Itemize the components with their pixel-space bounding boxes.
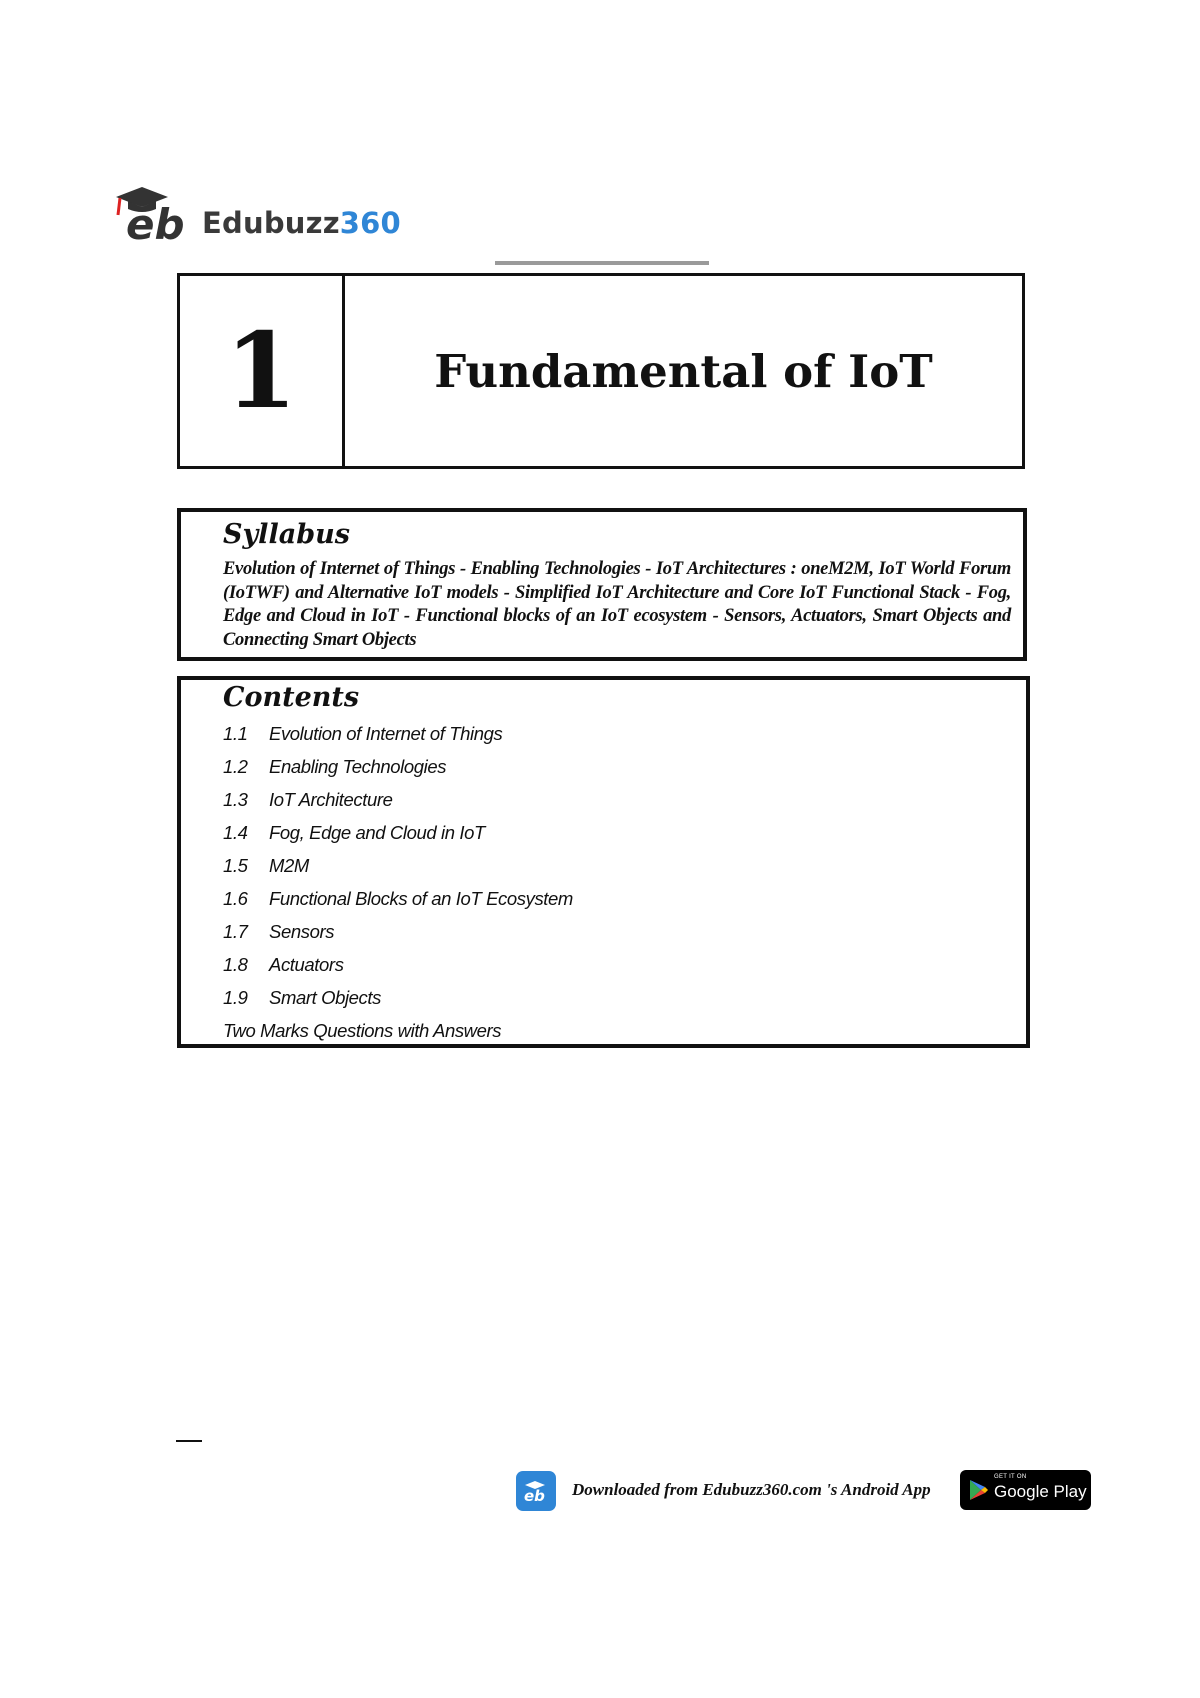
logo-text-blue: 360 — [339, 206, 401, 240]
contents-item[interactable] — [223, 849, 1014, 882]
contents-item-label: Evolution of Internet of Things — [269, 723, 503, 744]
header-rule — [495, 261, 709, 265]
contents-item[interactable] — [223, 948, 1014, 981]
footnote-dash — [176, 1440, 202, 1442]
contents-item[interactable] — [223, 750, 1014, 783]
graduation-cap-icon — [110, 183, 196, 243]
chapter-number: 1 — [180, 276, 345, 466]
contents-item-label: Enabling Technologies — [269, 756, 447, 777]
chapter-title: Fundamental of IoT — [434, 344, 933, 398]
contents-item[interactable] — [223, 981, 1014, 1014]
contents-item-number: 1.7 — [223, 921, 248, 942]
contents-item-number: 1.9 — [223, 987, 248, 1008]
contents-item[interactable] — [223, 816, 1014, 849]
contents-extra-item[interactable]: Two Marks Questions with Answers — [223, 1020, 502, 1041]
contents-item-label: Actuators — [269, 954, 344, 975]
edubuzz-app-icon[interactable] — [516, 1471, 556, 1511]
contents-item-label: Sensors — [269, 921, 335, 942]
contents-item-label: Smart Objects — [269, 987, 381, 1008]
contents-item-number: 1.1 — [223, 723, 248, 744]
contents-item[interactable] — [223, 783, 1014, 816]
chapter-header — [177, 273, 1025, 469]
edubuzz-logo — [110, 183, 410, 253]
svg-text:eb: eb — [524, 1487, 545, 1503]
google-play-badge[interactable] — [960, 1470, 1091, 1510]
syllabus-text: Evolution of Internet of Things - Enabling Technologies - IoT Architectures : oneM2M, IoT World Forum (IoTWF) and Alternative IoT models - Simplified IoT Architecture and Core IoT Functional Stack - Fog, Edge and Cloud in IoT - Functional blocks of an IoT ecosystem - Sensors, Actuators, Smart Objects and Connecting Smart Objects — [223, 559, 1011, 650]
logo-text-dark: Edubuzz — [202, 206, 340, 240]
contents-item-number: 1.8 — [223, 954, 248, 975]
contents-item-number: 1.4 — [223, 822, 248, 843]
contents-heading: Contents — [223, 682, 360, 713]
download-footer — [516, 1470, 1096, 1512]
contents-item-number: 1.6 — [223, 888, 248, 909]
badge-big-text: Google Play — [994, 1482, 1087, 1501]
contents-item-label: IoT Architecture — [269, 789, 393, 810]
contents-item[interactable] — [223, 915, 1014, 948]
contents-item-label: Fog, Edge and Cloud in IoT — [269, 822, 485, 843]
svg-text:eb: eb — [126, 200, 185, 243]
contents-list — [223, 717, 1014, 1014]
contents-item-label: Functional Blocks of an IoT Ecosystem — [269, 888, 573, 909]
eb-app-icon — [521, 1479, 551, 1503]
logo-wordmark — [202, 206, 401, 240]
contents-item[interactable] — [223, 882, 1014, 915]
syllabus-heading: Syllabus — [223, 519, 350, 550]
google-play-icon — [969, 1479, 989, 1501]
contents-item-number: 1.3 — [223, 789, 248, 810]
contents-item-label: M2M — [269, 855, 309, 876]
contents-item[interactable] — [223, 717, 1014, 750]
badge-small-text: GET IT ON — [994, 1474, 1027, 1480]
contents-item-number: 1.5 — [223, 855, 248, 876]
contents-box — [177, 676, 1030, 1048]
syllabus-box — [177, 508, 1027, 661]
download-text: Downloaded from Edubuzz360.com 's Android App — [572, 1480, 931, 1499]
contents-item-number: 1.2 — [223, 756, 248, 777]
